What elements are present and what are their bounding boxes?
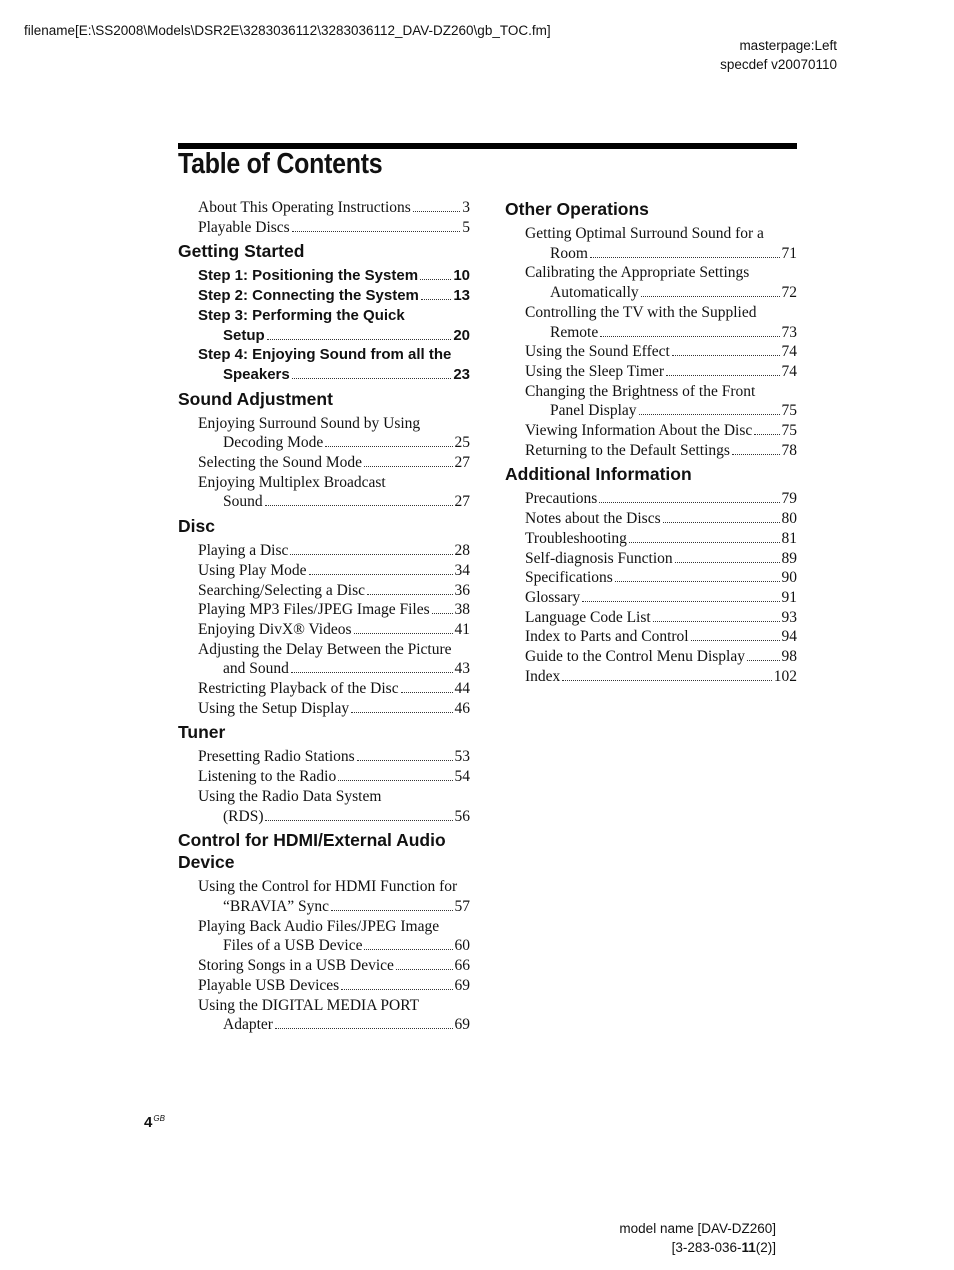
toc-entry-title: Adjusting the Delay Between the Picture [198,640,452,658]
dot-leader [653,621,780,622]
toc-entry-title-cont: “BRAVIA” Sync [223,897,330,915]
toc-entry[interactable] [505,588,797,608]
toc-entry[interactable] [505,529,797,549]
toc-entry-title: Playing a Disc [198,542,289,560]
dot-leader [341,989,452,990]
toc-entry-page: 75 [781,402,797,420]
dot-leader [420,279,451,280]
section-heading: Control for HDMI/External Audio Device [178,830,446,873]
toc-entry-title: Playing Back Audio Files/JPEG Image [198,917,440,935]
page-title: Table of Contents [178,148,383,180]
toc-entry-line [198,453,470,473]
toc-entry-page: 73 [781,323,797,341]
toc-entry-title-cont: Remote [550,323,599,341]
dot-leader [309,574,453,575]
dot-leader [663,522,780,523]
toc-entry-page: 71 [781,244,797,262]
toc-entry[interactable] [178,198,470,218]
toc-entry-page: 20 [453,326,470,344]
toc-entry-title: Specifications [525,569,613,587]
toc-entry[interactable] [178,917,470,956]
toc-entry-line [525,283,797,303]
dot-leader [629,542,780,543]
toc-entry-page: 98 [781,648,797,666]
toc-entry-page: 69 [454,976,470,994]
model-code: [3-283-036-11(2)] [671,1240,776,1255]
toc-entry-line [198,659,470,679]
toc-entry-line [198,286,470,306]
toc-entry-page: 69 [454,1016,470,1034]
toc-entry-title: Listening to the Radio [198,768,337,786]
toc-entry-title-cont: Panel Display [550,402,637,420]
toc-entry-title: Step 4: Enjoying Sound from all the [198,346,452,364]
toc-entry[interactable] [505,224,797,263]
toc-entry-line [525,647,797,667]
dot-leader [331,910,452,911]
toc-entry[interactable] [178,561,470,581]
toc-entry-page: 60 [454,937,470,955]
masterpage-label: masterpage:Left [739,38,837,53]
toc-entry-page: 53 [454,748,470,766]
toc-entry-title-cont: Adapter [223,1016,273,1034]
toc-entry-page: 36 [454,581,470,599]
toc-entry[interactable] [178,218,470,238]
page-suffix: GB [153,1114,165,1123]
toc-entry[interactable] [178,473,470,512]
dot-leader [562,680,771,681]
toc-entry-title: Returning to the Default Settings [525,441,730,459]
toc-entry-line [198,956,470,976]
toc-entry-line [198,266,470,286]
dot-leader [364,949,452,950]
toc-entry[interactable] [505,263,797,302]
toc-entry-title: Self-diagnosis Function [525,549,673,567]
toc-entry-title: Index to Parts and Control [525,628,689,646]
toc-entry-line [525,627,797,647]
toc-entry-line [198,326,470,346]
toc-entry-line [198,699,470,719]
toc-entry[interactable] [505,647,797,667]
toc-entry[interactable] [505,303,797,342]
dot-leader [364,466,452,467]
toc-entry-line [525,608,797,628]
toc-entry-title: Glossary [525,588,581,606]
toc-entry[interactable] [505,489,797,509]
toc-entry-title: Controlling the TV with the Supplied [525,303,757,321]
dot-leader [290,554,452,555]
dot-leader [291,672,453,673]
toc-entry[interactable] [178,620,470,640]
toc-entry-line [525,549,797,569]
dot-leader [357,760,453,761]
toc-entry-page: 38 [454,601,470,619]
toc-entry-page: 54 [454,768,470,786]
section-heading: Additional Information [505,464,692,485]
dot-leader [351,712,452,713]
toc-entry-page: 27 [454,454,470,472]
toc-entry-page: 74 [781,362,797,380]
toc-entry-line [198,897,470,917]
page-number: $4^{GB}$ [144,1114,165,1131]
dot-leader [265,505,453,506]
toc-entry-line [198,198,470,218]
toc-entry-page: 80 [781,510,797,528]
specdef-label: specdef v20070110 [720,57,837,72]
toc-entry-title: Presetting Radio Stations [198,748,355,766]
toc-entry-title: Index [525,667,561,685]
toc-entry-title: Enjoying Surround Sound by Using [198,414,421,432]
toc-entry-page: 41 [454,620,470,638]
toc-entry-page: 43 [454,660,470,678]
toc-entry-page: 79 [781,490,797,508]
toc-entry-title: Notes about the Discs [525,510,661,528]
toc-entry-title: Guide to the Control Menu Display [525,648,745,666]
toc-right-column [505,198,797,686]
toc-entry[interactable] [505,421,797,441]
toc-entry-page: 102 [773,667,797,685]
toc-entry-title: Restricting Playback of the Disc [198,680,399,698]
toc-entry-page: 75 [781,422,797,440]
toc-entry-line [525,421,797,441]
toc-entry[interactable] [505,667,797,687]
dot-leader [600,336,779,337]
toc-entry-title: Using the Sleep Timer [525,362,665,380]
toc-entry-title: Playable USB Devices [198,976,340,994]
toc-entry[interactable] [178,640,470,679]
toc-entry-page: 46 [454,699,470,717]
dot-leader [292,231,461,232]
model-name: model name [DAV-DZ260] [619,1221,776,1236]
dot-leader [292,378,452,379]
toc-entry[interactable] [178,581,470,601]
dot-leader [396,969,453,970]
toc-entry-title-cont: Setup [223,326,265,344]
dot-leader [401,692,453,693]
toc-entry[interactable] [178,767,470,787]
dot-leader [747,660,780,661]
toc-entry-title: Troubleshooting [525,529,627,547]
toc-entry-page: 81 [781,529,797,547]
toc-entry[interactable] [178,996,470,1035]
toc-entry-line [198,936,470,956]
toc-entry[interactable] [178,976,470,996]
toc-entry-title-cont: Files of a USB Device [223,937,363,955]
dot-leader [367,594,452,595]
toc-entry[interactable] [178,787,470,826]
toc-entry-title: Using the Control for HDMI Function for [198,878,458,896]
toc-entry[interactable] [505,549,797,569]
dot-leader [732,454,780,455]
toc-entry-line [198,492,470,512]
section-heading: Disc [178,516,215,537]
toc-entry-line [198,365,470,385]
toc-entry-line [198,767,470,787]
toc-entry-title: Language Code List [525,608,651,626]
toc-entry[interactable] [178,699,470,719]
dot-leader [691,640,780,641]
section-heading: Sound Adjustment [178,388,333,409]
toc-entry[interactable] [178,541,470,561]
toc-entry-title: About This Operating Instructions [198,199,411,216]
toc-entry-line [525,667,797,687]
toc-entry[interactable] [178,877,470,916]
toc-entry-title: Using the Setup Display [198,699,350,717]
toc-entry-line [198,976,470,996]
toc-entry-line [525,568,797,588]
toc-entry-line [525,362,797,382]
section-heading: Getting Started [178,241,305,262]
toc-entry-title-cont: and Sound [223,660,289,678]
toc-entry-title-cont: Room [550,244,588,262]
dot-leader [413,211,460,212]
toc-entry-page: 72 [781,284,797,302]
toc-entry-page: 91 [781,588,797,606]
toc-entry-line [525,509,797,529]
dot-leader [421,299,451,300]
toc-entry[interactable] [505,441,797,461]
toc-entry-line [525,244,797,264]
toc-entry-title: Playable Discs [198,218,290,236]
toc-entry-line [525,342,797,362]
toc-entry-title: Selecting the Sound Mode [198,454,363,472]
toc-entry-title: Searching/Selecting a Disc [198,581,366,599]
dot-leader [615,581,780,582]
toc-entry-title: Storing Songs in a USB Device [198,957,394,975]
toc-entry-line [525,489,797,509]
toc-entry-page: 74 [781,343,797,361]
toc-entry-page: 44 [454,680,470,698]
toc-entry-title: Step 1: Positioning the System [198,267,419,285]
toc-entry-title: Step 3: Performing the Quick [198,306,405,324]
toc-entry-page: 94 [781,628,797,646]
toc-entry-title: Using the Sound Effect [525,343,670,361]
dot-leader [338,780,452,781]
dot-leader [599,502,779,503]
toc-entry-page: 57 [454,897,470,915]
toc-entry-page: 56 [454,807,470,825]
toc-entry[interactable] [178,286,470,306]
toc-entry-page: 10 [453,267,470,285]
dot-leader [325,446,452,447]
toc-entry-page: 27 [454,493,470,511]
toc-entry-title: Changing the Brightness of the Front [525,382,756,400]
toc-entry-line [525,323,797,343]
toc-entry-line [198,679,470,699]
toc-entry-title-cont: Automatically [550,284,639,302]
dot-leader [267,339,452,340]
toc-entry[interactable] [178,956,470,976]
dot-leader [639,414,780,415]
dot-leader [432,613,453,614]
toc-entry-page: 23 [453,365,470,383]
toc-entry[interactable] [178,306,470,345]
toc-entry[interactable] [505,382,797,421]
toc-entry-title-cont: Speakers [223,365,290,383]
toc-entry-line [198,433,470,453]
toc-entry-line [198,620,470,640]
toc-entry-line [525,588,797,608]
toc-entry[interactable] [178,747,470,767]
toc-entry[interactable] [178,345,470,384]
toc-entry-title: Getting Optimal Surround Sound for a [525,225,764,242]
toc-entry-line [198,218,470,238]
toc-entry-title: Step 2: Connecting the System [198,287,419,305]
toc-entry-line [198,600,470,620]
toc-entry-title: Using the Radio Data System [198,787,382,805]
toc-entry-line [525,529,797,549]
dot-leader [675,562,780,563]
toc-entry-line [198,747,470,767]
toc-entry-page: 34 [454,561,470,579]
toc-entry-title: Playing MP3 Files/JPEG Image Files [198,601,430,619]
toc-entry-title: Enjoying DivX® Videos [198,620,352,638]
toc-entry-line [198,807,470,827]
toc-entry[interactable] [505,362,797,382]
toc-entry[interactable] [505,627,797,647]
toc-entry[interactable] [505,568,797,588]
toc-entry-line [198,1015,470,1035]
dot-leader [641,296,780,297]
filename-header: filename[E:\SS2008\Models\DSR2E\3283036112\3283036112_DAV-DZ260\gb_TOC.fm] [24,23,551,38]
toc-entry[interactable] [178,414,470,453]
toc-entry-page: 28 [454,542,470,560]
toc-entry-line [198,541,470,561]
toc-entry-page: 78 [781,441,797,459]
toc-entry-title: Enjoying Multiplex Broadcast [198,473,386,491]
toc-entry-title-cont: (RDS) [223,807,264,825]
toc-entry-title: Viewing Information About the Disc [525,422,753,440]
toc-entry-page: 93 [781,608,797,626]
toc-entry-page: 5 [462,218,470,236]
dot-leader [582,601,779,602]
toc-entry-page: 13 [453,287,470,305]
toc-entry[interactable] [505,342,797,362]
toc-entry-title: Precautions [525,490,598,508]
dot-leader [754,434,779,435]
section-heading: Tuner [178,722,226,743]
dot-leader [275,1028,453,1029]
toc-entry-title-cont: Decoding Mode [223,434,324,452]
toc-entry-line [525,401,797,421]
toc-entry-page: 90 [781,569,797,587]
toc-entry[interactable] [505,509,797,529]
toc-entry-page: 3 [462,199,470,216]
toc-entry-page: 66 [454,957,470,975]
toc-entry[interactable] [178,679,470,699]
toc-entry-line [198,561,470,581]
toc-entry[interactable] [178,453,470,473]
toc-entry-title: Using Play Mode [198,561,307,579]
section-heading: Other Operations [505,199,649,219]
toc-entry-page: 89 [781,549,797,567]
toc-entry-title-cont: Sound [223,493,263,511]
toc-entry-line [525,441,797,461]
toc-entry-title: Using the DIGITAL MEDIA PORT [198,996,420,1014]
toc-entry-title: Calibrating the Appropriate Settings [525,264,750,282]
toc-entry[interactable] [505,608,797,628]
dot-leader [354,633,453,634]
toc-entry-page: 25 [454,434,470,452]
toc-left-column [178,198,470,1035]
toc-entry[interactable] [178,266,470,286]
toc-entry[interactable] [178,600,470,620]
dot-leader [672,355,780,356]
dot-leader [590,257,780,258]
dot-leader [265,820,452,821]
toc-entry-line [198,581,470,601]
dot-leader [666,375,779,376]
